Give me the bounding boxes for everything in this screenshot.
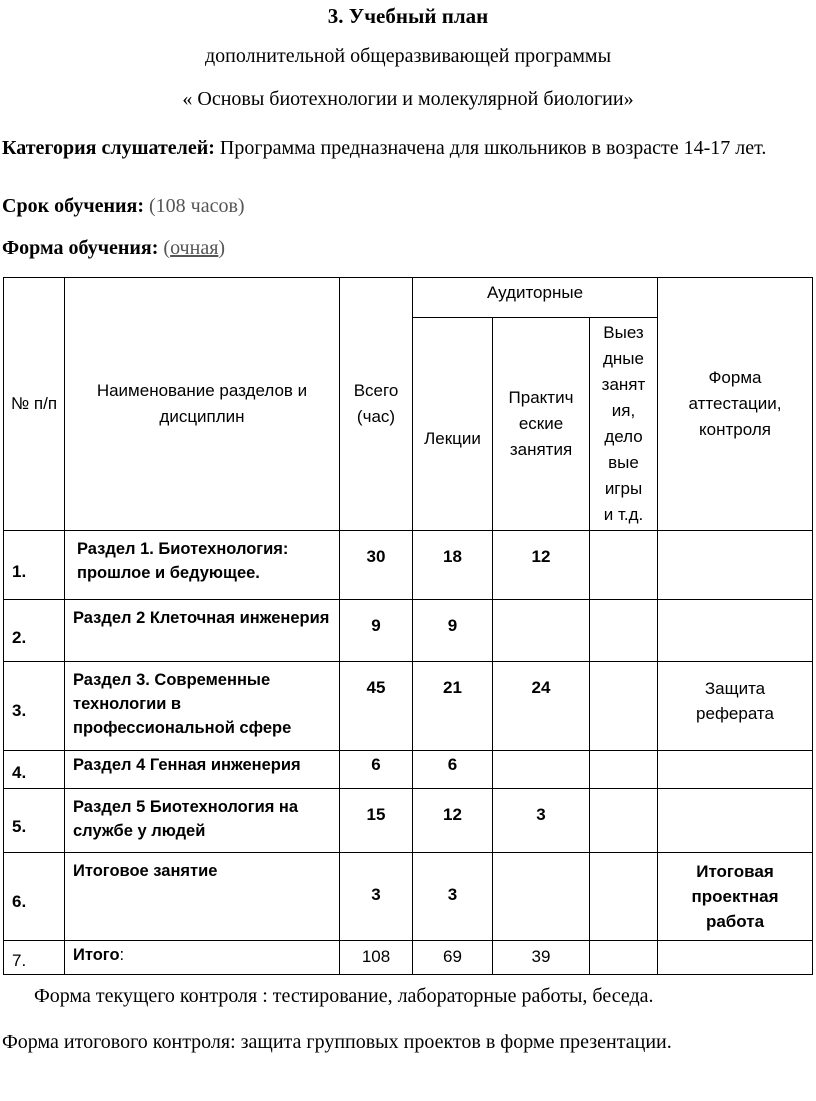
study-term xyxy=(2,195,245,218)
row-practice xyxy=(493,853,590,941)
row-lectures: 69 xyxy=(413,941,493,975)
row-lectures: 6 xyxy=(413,751,493,789)
row-attestation xyxy=(658,789,813,853)
row-total: 108 xyxy=(340,941,413,975)
header-attestation: Форма аттестации, контроля xyxy=(658,278,813,531)
header-lectures: Лекции xyxy=(413,318,493,531)
current-control-note: Форма текущего контроля : тестирование, лабораторные работы, беседа. xyxy=(34,985,654,1007)
row-attestation xyxy=(658,600,813,662)
table-row-total xyxy=(4,941,813,975)
row-total: 3 xyxy=(340,853,413,941)
study-form-value: очная xyxy=(170,237,219,259)
row-field xyxy=(590,662,658,751)
total-label: Итого xyxy=(73,946,120,964)
row-field xyxy=(590,853,658,941)
study-form-close: ) xyxy=(218,237,226,259)
row-num: 3. xyxy=(4,662,65,751)
audience-category-label: Категория слушателей: xyxy=(2,137,215,159)
table-row xyxy=(4,853,813,941)
row-field xyxy=(590,789,658,853)
audience-category xyxy=(2,133,816,163)
row-total: 30 xyxy=(340,531,413,600)
table-row xyxy=(4,600,813,662)
row-name: Итоговое занятие xyxy=(65,853,340,941)
row-name: Раздел 4 Генная инженерия xyxy=(65,751,340,789)
table-row xyxy=(4,662,813,751)
row-lectures: 18 xyxy=(413,531,493,600)
row-total: 15 xyxy=(340,789,413,853)
total-label-colon: : xyxy=(119,946,125,964)
row-num: 1. xyxy=(4,531,65,600)
row-attestation: Итоговая проектная работа xyxy=(658,853,813,941)
header-num: № п/п xyxy=(4,278,65,531)
row-lectures: 21 xyxy=(413,662,493,751)
header-total: Всего (час) xyxy=(340,278,413,531)
row-num: 7. xyxy=(4,941,65,975)
row-num: 5. xyxy=(4,789,65,853)
row-attestation xyxy=(658,751,813,789)
row-total: 9 xyxy=(340,600,413,662)
row-num: 4. xyxy=(4,751,65,789)
row-field xyxy=(590,531,658,600)
audience-category-text: Программа предназначена для школьников в возрасте 14-17 лет. xyxy=(214,137,767,159)
row-attestation xyxy=(658,531,813,600)
row-name: Раздел 2 Клеточная инженерия xyxy=(65,600,340,662)
study-form-open: ( xyxy=(163,237,171,259)
row-name: Раздел 3. Современные технологии в профессиональной сфере xyxy=(65,662,340,751)
row-total: 45 xyxy=(340,662,413,751)
study-term-label: Срок обучения: xyxy=(2,195,145,217)
row-num: 6. xyxy=(4,853,65,941)
row-practice xyxy=(493,751,590,789)
row-practice: 24 xyxy=(493,662,590,751)
program-name: « Основы биотехнологии и молекулярной биологии» xyxy=(182,88,634,110)
row-name: Раздел 5 Биотехнология на службе у людей xyxy=(65,789,340,853)
row-field xyxy=(590,941,658,975)
study-form-label: Форма обучения: xyxy=(2,237,159,259)
row-practice xyxy=(493,600,590,662)
header-name: Наименование разделов и дисциплин xyxy=(65,278,340,531)
row-practice: 3 xyxy=(493,789,590,853)
table-row xyxy=(4,531,813,600)
row-lectures: 12 xyxy=(413,789,493,853)
row-attestation xyxy=(658,941,813,975)
row-lectures: 9 xyxy=(413,600,493,662)
row-total: 6 xyxy=(340,751,413,789)
row-practice: 12 xyxy=(493,531,590,600)
curriculum-table xyxy=(3,277,813,975)
row-field xyxy=(590,751,658,789)
row-num: 2. xyxy=(4,600,65,662)
table-row xyxy=(4,751,813,789)
row-field xyxy=(590,600,658,662)
header-auditorium: Аудиторные xyxy=(413,278,658,318)
row-lectures: 3 xyxy=(413,853,493,941)
row-attestation: Защита реферата xyxy=(658,662,813,751)
header-practice: Практич еские занятия xyxy=(493,318,590,531)
table-row xyxy=(4,789,813,853)
row-name xyxy=(65,941,340,975)
final-control-note: Форма итогового контроля: защита групповых проектов в форме презентации. xyxy=(2,1031,672,1053)
study-form xyxy=(2,237,225,260)
page-title: 3. Учебный план xyxy=(327,4,489,28)
study-term-value: (108 часов) xyxy=(149,195,245,217)
header-field-activities: Выез дные занят ия, дело вые игры и т.д. xyxy=(590,318,658,531)
row-practice: 39 xyxy=(493,941,590,975)
program-subtitle: дополнительной общеразвивающей программы xyxy=(204,45,611,67)
row-name: Раздел 1. Биотехнология: прошлое и бедующее. xyxy=(65,531,340,600)
